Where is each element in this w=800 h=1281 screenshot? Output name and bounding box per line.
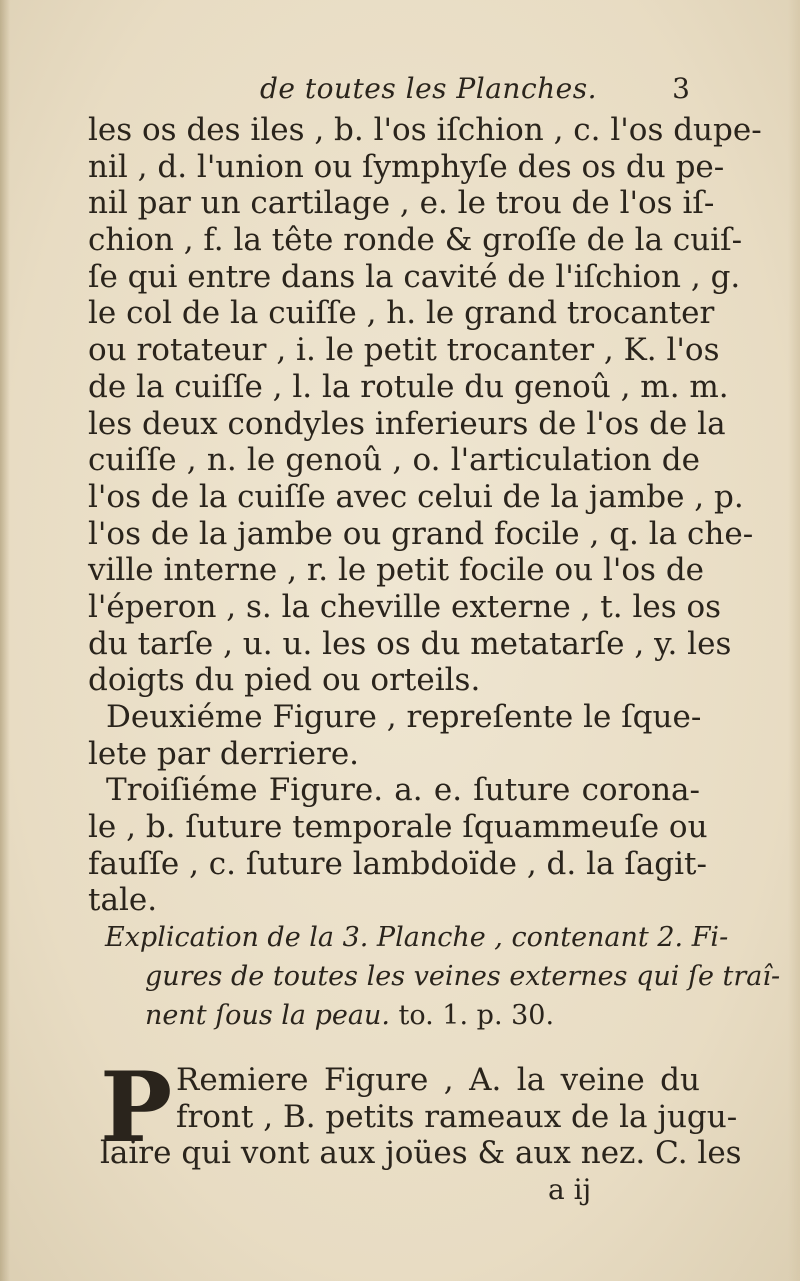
text-line: nil par un cartilage , e. le trou de l'os iſ- [88,185,715,222]
page-gutter-shadow [0,0,10,1281]
caption-italic-text: nent ſous la peau. [145,1000,390,1031]
text-line: nil , d. l'union ou ſymphyſe des os du pe- [88,148,725,185]
text-line: lete par derriere. [88,735,360,772]
text-line: ville interne , r. le petit focile ou l'os de [88,552,705,589]
text-line: tale. [88,882,158,919]
text-line: le col de la cuiſſe , h. le grand trocanter [88,295,715,332]
text-line: Troiſiéme Figure. a. e. ſuture corona- [106,772,700,809]
text-line: ſe qui entre dans la cavité de l'iſchion , g. [88,258,741,295]
drop-cap: P [100,1051,173,1164]
figure-paragraph [100,1051,742,1172]
caption-line [105,996,705,1035]
text-line: de la cuiſſe , l. la rotule du genoû , m. m. [88,368,729,405]
text-line: chion , f. la tête ronde & groſſe de la cuiſ- [88,222,743,259]
text-line: du tarſe , u. u. les os du metatarſe , y. les [88,625,732,662]
text-line: les os des iles , b. l'os iſchion , c. l'os dupe- [88,112,762,148]
body-text [88,112,762,919]
plate-caption [105,918,781,1035]
text-line: l'éperon , s. la cheville externe , t. les os [88,588,722,625]
running-header [260,72,690,116]
page-number: 3 [672,72,690,105]
text-line: fauſſe , c. ſuture lambdoïde , d. la ſagit- [88,845,707,882]
text-line: les deux condyles inferieurs de l'os de la [88,405,726,442]
text-line: le , b. ſuture temporale ſquammeuſe ou [88,809,708,846]
text-line: laire qui vont aux joües & aux nez. C. les [100,1135,742,1171]
signature-mark: a ij [548,1173,592,1206]
text-line: ou rotateur , i. le petit trocanter , K. l'os [88,332,720,369]
text-line: front , B. petits rameaux de la jugu- [176,1098,738,1135]
caption-line: Explication de la 3. Planche , contenant 2. Fi- [105,922,729,953]
caption-reference: to. 1. p. 30. [398,1000,555,1031]
text-line: Remiere Figure , A. la veine du [176,1062,700,1098]
caption-line: gures de toutes les veines externes qui ſe traî- [145,961,781,992]
text-line: Deuxiéme Figure , repreſente le ſque- [106,699,702,735]
text-line: doigts du pied ou orteils. [88,662,481,699]
text-line: cuiſſe , n. le genoû , o. l'articulation de [88,442,700,479]
page-edge [788,0,800,1281]
running-title: de toutes les Planches. [260,72,597,105]
text-line: l'os de la jambe ou grand focile , q. la che- [88,515,754,552]
text-line: l'os de la cuiſſe avec celui de la jambe , p. [88,478,744,515]
